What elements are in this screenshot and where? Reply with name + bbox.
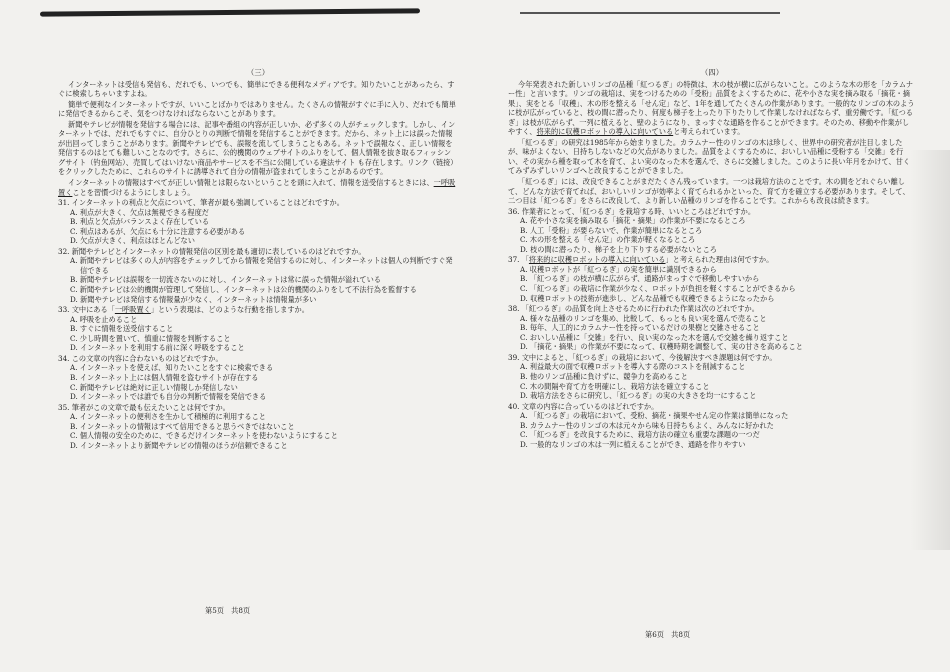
option: D. 新聞やテレビは発信する情報量が少なく、インターネットは情報量が多い	[70, 294, 317, 304]
scan-edge-mark	[40, 8, 420, 16]
question-stem: 32. 新聞やテレビとインターネットの情報発信の区別を最も適切に表しているのはどれですか。	[58, 246, 366, 256]
question-40	[508, 402, 916, 450]
option: B. 新聞やテレビは誤報を一切流さないのに対し、インターネットは常に誤った情報が溢れている	[70, 275, 381, 285]
question-stem	[58, 305, 458, 315]
option: B. 他のリンゴ品種に負けずに、競争力を高めること	[520, 371, 688, 381]
underlined-phrase: 将来的に収穫ロボットの導入に向いている	[536, 127, 674, 137]
option: A. 「紅つるぎ」の栽培において、受粉、摘花・摘果やせん定の作業は簡単になった	[520, 411, 789, 421]
option: C. 少し時間を置いて、慎重に情報を判断すること	[70, 333, 231, 343]
page-footer: 第5页 共8页	[205, 606, 251, 615]
right-page	[508, 68, 916, 658]
paragraph: 新聞やテレビが情報を発信する場合には、記事や番組の内容が正しいか、必ず多くの人がチェックします。しかし、インターネットでは、だれでもすぐに、自分ひとりの判断で情報を発信することができます。だから、ネット上には誤った情報が出回ってしまうことがあります。新聞やテレビでも、誤報を流してしまうこともある。ネットで誤報なく、正しい情報を発信するのはとても難しいことなのです。さらに、公的機関のウェブサイトのふりをして、個人情報を抜き取るフィッシングサイト（钓鱼网站）、売買してはいけない商品やサービスを不当に公開している違法サイト も存在します。リンク（链接）をクリックしたために、これらのサイトに誘導されて自分の情報が盗まれてしまうことがあるのです。	[58, 119, 458, 177]
option: C. 新聞やテレビは公的機関が管理して発信し、インターネットは公的機関のふりをして不法行為を監督する	[70, 285, 417, 295]
option: A. 利点が大きく、欠点は無視できる程度だ	[70, 207, 209, 217]
question-stem: 31. インターネットの利点と欠点について、筆者が最も強調していることはどれですか。	[58, 198, 344, 208]
question-31	[58, 198, 458, 246]
option: C. 「紅つるぎ」を改良するために、栽培方法の確立も重要な課題の一つだ	[520, 430, 760, 440]
question-stem: 40. 文章の内容に合っているのはどれですか。	[508, 401, 659, 411]
question-34	[58, 354, 458, 402]
option: D. 栽培方法をさらに研究し、「紅つるぎ」の実の大きさを均一にすること	[520, 391, 757, 401]
option: A. 花や小さな実を摘み取る「摘花・摘果」の作業が不要になるところ	[520, 216, 746, 226]
option: B. 利点と欠点がバランスよく存在している	[70, 217, 210, 227]
question-stem: 36. 作業者にとって、「紅つるぎ」を栽培する時、いいところはどれですか。	[508, 206, 756, 216]
question-33	[58, 305, 458, 353]
option: A. インターネットを使えば、知りたいことをすぐに検索できる	[70, 363, 274, 373]
question-37	[508, 255, 916, 303]
underlined-phrase: 一呼吸置く	[114, 305, 151, 315]
paragraph	[58, 178, 458, 197]
option: B. インターネットの情報はすべて信用できると思うべきではないこと	[70, 421, 295, 431]
page-footer: 第6页 共8页	[645, 630, 691, 639]
page-shadow	[910, 150, 950, 550]
left-page	[58, 68, 458, 658]
question-39	[508, 353, 916, 401]
paragraph	[508, 80, 916, 137]
option: D. 「摘花・摘果」の作業が不要になって、収穫時期を調整して、実の甘さを高めること	[520, 342, 803, 352]
question-35	[58, 403, 458, 451]
option: B. インターネット上には個人情報を盗むサイトが存在する	[70, 372, 259, 382]
option: D. 枝の間に潜ったり、梯子を上り下りする必要がないところ	[520, 244, 717, 254]
option: A. 利益最大の面で収穫ロボットを導入する際のコストを削減すること	[520, 362, 746, 372]
paragraph-text: 今年発表された新しいリンゴの品種「紅つるぎ」の特徴は、木の枝が横に広がらないこと。このような木の形を「カラムナー性」と言います。リンゴの栽培は、実をつけるための「受粉」品質をよくするために、花や小さな実を摘み取る「摘花・摘果」、実をとる「収穫」、木の形を整える「せん定」など、1年を通してたくさんの作業があります。一般的なリンゴの木のように枝が広がっていると、枝の間に潜ったり、何度も梯子を上ったり下りたりして作業しなければならず、重労働です。「紅つるぎ」は枝が広がらず、一列に植えると、壁のようになり、まっすぐな通路を作ることができます。そのため、移動や作業がしやすく、	[508, 79, 915, 137]
paragraph: 「紅つるぎ」の研究は1985年から始まりました。カラムナー性のリンゴの木は珍しく、世界中の研究者が注目しましたが、味がよくない、日持ちしないなどの欠点がありました。品質をよくするために、おいしい品種に受粉する「交雑」を行い、その実から種を取って木を育て、よい実のなった木を選んで、さらに交雑しました。このように長い年月をかけて、甘くてみずみずしいリンゴへと改良することができました。	[508, 137, 911, 176]
stem-text: 37. 「	[508, 255, 529, 265]
option: C. 個人情報の安全のために、できるだけインターネットを使わないようにすること	[70, 431, 338, 441]
paragraph: インターネットは受信も発信も、だれでも、いつでも、簡単にできる便利なメディアです。知りたいことがあったら、すぐに検索しちゃいますよね。	[58, 79, 455, 99]
option: D. 一般的なリンゴの木は一列に植えることができ、通路を作りやすい	[520, 439, 746, 449]
option: C. 新聞やテレビは絶対に正しい情報しか発信しない	[70, 382, 238, 392]
paragraph: 簡単で便利なインターネットですが、いいことばかりではありません。たくさんの情報がすぐに手に入り、だれでも簡単に発信できるからこそ、気をつけなければならないことがあります。	[58, 99, 456, 119]
paragraph-text: ことを習慣づけるようにしましょう。	[72, 187, 195, 197]
option: A. 新聞やテレビは多くの人が内容をチェックしてから情報を発信するのに対し、インターネットは個人の判断ですぐ発信できる	[70, 256, 453, 275]
option: C. 「紅つるぎ」の栽培に作業が少なく、ロボットが負担を軽くすることができるから	[520, 284, 796, 294]
question-stem	[508, 255, 916, 265]
passage-title: （三）	[246, 68, 270, 77]
option: D. 収穫ロボットの技術が進歩し、どんな品種でも収穫できるようになったから	[520, 293, 775, 303]
paragraph-text: と考えられています。	[673, 127, 745, 137]
option: A. 収穫ロボットが「紅つるぎ」の実を簡単に識別できるから	[520, 264, 717, 274]
option: B. カラムナー性のリンゴの木は元々から味も日持ちもよく、みんなに好かれた	[520, 420, 774, 430]
option: D. 欠点が大きく、利点はほとんどない	[70, 236, 195, 246]
stem-text: 33. 文中にある「	[58, 305, 115, 315]
passage-title: （四）	[700, 68, 724, 77]
option: C. 木の間隔や育て方を明確にし、栽培方法を確立すること	[520, 381, 710, 391]
question-stem: 34. この文章の内容に合わないものはどれですか。	[58, 353, 223, 363]
option: C. 木の形を整える「せん定」の作業が軽くなるところ	[520, 235, 696, 245]
scan-edge-mark	[520, 12, 780, 14]
question-38	[508, 304, 916, 352]
option: B. 「紅つるぎ」の枝が横に広がらず、通路がまっすぐで移動しやすいから	[520, 274, 760, 284]
question-stem: 39. 文中によると、「紅つるぎ」の栽培において、今後解決すべき課題は何ですか。	[508, 352, 777, 362]
option: D. インターネットを利用する前に深く呼吸をすること	[70, 343, 245, 353]
stem-text: 」という表現は、どのような行動を指しますか。	[150, 305, 309, 315]
option: C. 利点はあるが、欠点にも十分に注意する必要がある	[70, 226, 246, 236]
option: B. 毎年、人工的にカラムナー性を持っているだけの果樹と交雑させること	[520, 323, 760, 333]
underlined-phrase: 一呼吸置く	[58, 178, 456, 197]
question-stem: 38. 「紅つるぎ」の品質を向上させるために行われた作業は次のどれですか。	[508, 304, 759, 314]
option: D. インターネットでは誰でも自分の判断で情報を発信できる	[70, 392, 267, 402]
stem-text: 」と考えられた理由は何ですか。	[665, 255, 774, 265]
option: A. 呼吸を止めること	[70, 314, 138, 324]
underlined-phrase: 将来的に収穫ロボットの導入に向いている	[528, 255, 666, 265]
question-stem: 35. 筆者がこの文章で最も伝えたいことは何ですか。	[58, 402, 230, 412]
paragraph-text: インターネットの情報はすべてが正しい情報とは限らないということを頭に入れて、情報を送受信するときには、	[68, 178, 434, 188]
option: C. おいしい品種に「交雑」を行い、良い実のなった木を選んで交雑を繰り返すこと	[520, 332, 789, 342]
option: B. 人工「受粉」が要らないで、作業が簡単になるところ	[520, 225, 703, 235]
option: D. インターネットより新聞やテレビの情報のほうが信頼できること	[70, 440, 288, 450]
option: B. すぐに情報を送受信すること	[70, 324, 174, 334]
question-32	[58, 247, 458, 304]
option: A. インターネットの便利さを生かして積極的に利用すること	[70, 412, 266, 422]
question-36	[508, 207, 916, 255]
option: A. 様々な品種のリンゴを集め、比較して、もっとも良い実を選んで売ること	[520, 313, 767, 323]
paragraph: 「紅つるぎ」には、改良できることがまだたくさん残っています。一つは栽培方法のことです。木の間をどれぐらい離して、どんな方法で育てれば、おいしいリンゴが効率よく育てられるかといった、育て方を確立する必要があります。そして、二つ目は「紅つるぎ」をさらに改良して、より新しい品種のリンゴを作ることです。これからも改良は続きます。	[508, 177, 910, 206]
